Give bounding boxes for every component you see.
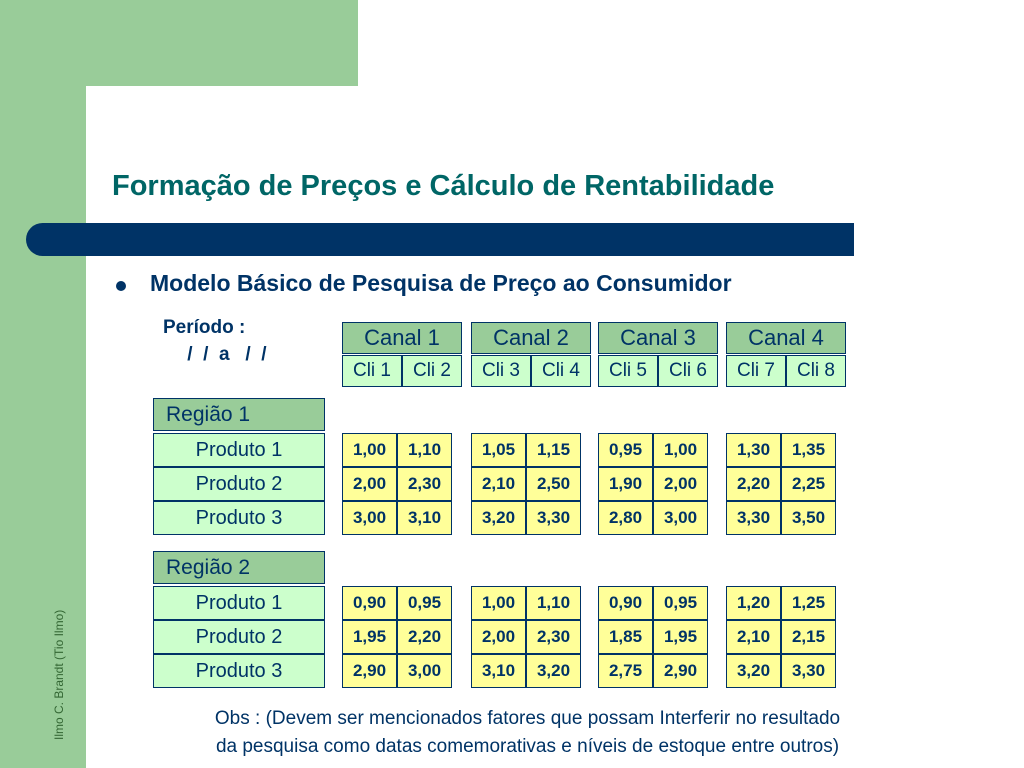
produto-label: Produto 3 <box>153 501 325 535</box>
top-green-band <box>0 0 358 86</box>
price-cell: 2,90 <box>653 654 708 688</box>
price-cell: 3,00 <box>342 501 397 535</box>
price-cell: 3,30 <box>781 654 836 688</box>
price-cell: 1,95 <box>653 620 708 654</box>
regiao-header-1: Região 1 <box>153 398 325 431</box>
cliente-header-8: Cli 8 <box>786 355 846 387</box>
price-cell: 2,80 <box>598 501 653 535</box>
cliente-header-3: Cli 3 <box>471 355 531 387</box>
canal-header-1: Canal 1 <box>342 322 462 354</box>
canal-header-3: Canal 3 <box>598 322 718 354</box>
price-cell: 2,00 <box>471 620 526 654</box>
price-cell: 1,10 <box>526 586 581 620</box>
price-cell: 1,30 <box>726 433 781 467</box>
price-cell: 1,00 <box>342 433 397 467</box>
price-cell: 3,20 <box>471 501 526 535</box>
price-cell: 2,75 <box>598 654 653 688</box>
price-cell: 0,90 <box>342 586 397 620</box>
price-cell: 3,10 <box>397 501 452 535</box>
obs-note <box>140 705 915 761</box>
price-cell: 2,10 <box>726 620 781 654</box>
periodo-value: / / a / / <box>182 344 267 365</box>
title-underline-bar <box>26 223 854 256</box>
price-cell: 2,20 <box>726 467 781 501</box>
produto-label: Produto 2 <box>153 467 325 501</box>
price-cell: 1,85 <box>598 620 653 654</box>
price-cell: 1,15 <box>526 433 581 467</box>
price-cell: 0,95 <box>653 586 708 620</box>
price-cell: 2,50 <box>526 467 581 501</box>
price-cell: 3,00 <box>397 654 452 688</box>
price-cell: 1,35 <box>781 433 836 467</box>
slide-title: Formação de Preços e Cálculo de Rentabilidade <box>112 170 775 202</box>
author-credit: Ilmo C. Brandt (Tio Ilmo) <box>52 609 66 740</box>
price-cell: 1,05 <box>471 433 526 467</box>
cliente-header-7: Cli 7 <box>726 355 786 387</box>
price-cell: 3,50 <box>781 501 836 535</box>
cliente-header-1: Cli 1 <box>342 355 402 387</box>
price-cell: 1,10 <box>397 433 452 467</box>
price-cell: 3,30 <box>526 501 581 535</box>
produto-label: Produto 1 <box>153 586 325 620</box>
price-cell: 0,95 <box>397 586 452 620</box>
price-cell: 3,00 <box>653 501 708 535</box>
price-cell: 2,25 <box>781 467 836 501</box>
price-cell: 1,90 <box>598 467 653 501</box>
left-green-band <box>0 0 86 768</box>
price-cell: 2,30 <box>397 467 452 501</box>
price-cell: 2,20 <box>397 620 452 654</box>
cliente-header-2: Cli 2 <box>402 355 462 387</box>
price-cell: 0,95 <box>598 433 653 467</box>
price-cell: 3,10 <box>471 654 526 688</box>
bullet-icon <box>116 281 126 291</box>
price-cell: 2,90 <box>342 654 397 688</box>
produto-label: Produto 2 <box>153 620 325 654</box>
price-cell: 0,90 <box>598 586 653 620</box>
price-cell: 2,00 <box>653 467 708 501</box>
obs-line-2: da pesquisa como datas comemorativas e níveis de estoque entre outros) <box>215 736 840 757</box>
price-cell: 2,00 <box>342 467 397 501</box>
price-cell: 1,95 <box>342 620 397 654</box>
produto-label: Produto 3 <box>153 654 325 688</box>
obs-line-1: Obs : (Devem ser mencionados fatores que possam Interferir no resultado <box>214 708 841 729</box>
price-cell: 3,20 <box>726 654 781 688</box>
price-cell: 3,30 <box>726 501 781 535</box>
price-cell: 1,00 <box>471 586 526 620</box>
cliente-header-4: Cli 4 <box>531 355 591 387</box>
bullet-heading: Modelo Básico de Pesquisa de Preço ao Consumidor <box>150 270 732 296</box>
cliente-header-6: Cli 6 <box>658 355 718 387</box>
price-cell: 2,15 <box>781 620 836 654</box>
canal-header-2: Canal 2 <box>471 322 591 354</box>
canal-header-4: Canal 4 <box>726 322 846 354</box>
price-cell: 1,20 <box>726 586 781 620</box>
regiao-header-2: Região 2 <box>153 551 325 584</box>
price-cell: 2,30 <box>526 620 581 654</box>
price-cell: 3,20 <box>526 654 581 688</box>
price-cell: 2,10 <box>471 467 526 501</box>
produto-label: Produto 1 <box>153 433 325 467</box>
price-cell: 1,25 <box>781 586 836 620</box>
cliente-header-5: Cli 5 <box>598 355 658 387</box>
price-cell: 1,00 <box>653 433 708 467</box>
periodo-label: Período : <box>163 317 246 338</box>
